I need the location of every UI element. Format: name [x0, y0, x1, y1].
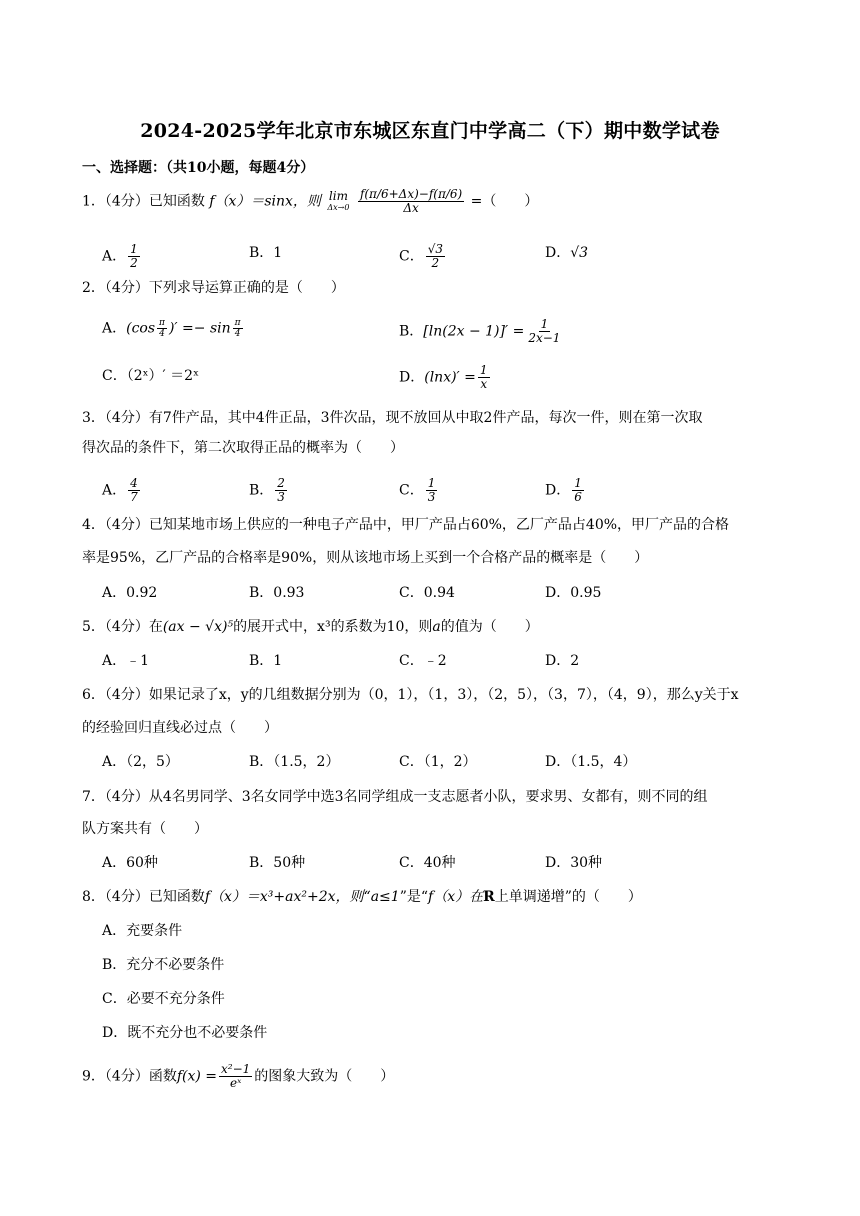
question-6-line-2: 的经验回归直线必过点（ ）: [82, 720, 278, 736]
q8-option-d[interactable]: D．既不充分也不必要条件: [102, 1025, 268, 1041]
q2-option-d[interactable]: D．(lnx)′ = $\frac{1}{x}$: [399, 363, 488, 391]
q3-option-d[interactable]: D． $\frac{1}{6}$: [545, 476, 582, 504]
q5-option-c[interactable]: C．﹣2: [399, 653, 447, 669]
q5-option-d[interactable]: D．2: [545, 653, 580, 669]
q3-option-b[interactable]: B． $\frac{2}{3}$: [249, 476, 285, 504]
q2-option-a[interactable]: A．(cos $\frac{\pi}{4}$ )′ =− sin $\frac{\pi}{4}$: [102, 318, 241, 339]
q8-option-c[interactable]: C．必要不充分条件: [102, 991, 225, 1007]
q3-option-a[interactable]: A． $\frac{4}{7}$: [102, 476, 138, 504]
q4-option-c[interactable]: C．0.94: [399, 585, 455, 601]
q7-option-a[interactable]: A．60种: [102, 855, 158, 871]
q6-option-a[interactable]: A．（2，5）: [102, 754, 179, 770]
q1-option-c[interactable]: C． $\frac{√3}{2}$: [399, 242, 443, 270]
page-title: 2024-2025学年北京市东城区东直门中学高二（下）期中数学试卷: [140, 120, 720, 142]
q4-option-a[interactable]: A．0.92: [102, 585, 158, 601]
question-6-line-1: 6．（4分）如果记录了x，y的几组数据分别为（0，1），（1，3），（2，5），（3，7），（4，9），那么y关于x: [82, 687, 739, 703]
limit-expression: lim Δx→0: [327, 188, 350, 212]
q5-option-a[interactable]: A．﹣1: [102, 653, 150, 669]
question-3-line-1: 3．（4分）有7件产品，其中4件正品，3件次品，现不放回从中取2件产品，每次一件，则在第一次取: [82, 410, 703, 426]
q8-option-a[interactable]: A．充要条件: [102, 923, 183, 939]
question-8: 8．（4分）已知函数f（x）＝x³+ax²+2x，则“a≤1”是“f（x）在R上单调递增”的（ ）: [82, 889, 642, 905]
q4-option-d[interactable]: D．0.95: [545, 585, 602, 601]
question-7-line-2: 队方案共有（ ）: [82, 821, 208, 837]
q6-option-c[interactable]: C．（1，2）: [399, 754, 477, 770]
q8-option-b[interactable]: B．充分不必要条件: [102, 957, 225, 973]
q6-option-d[interactable]: D．（1.5，4）: [545, 754, 637, 770]
question-5: 5．（4分）在(ax − √x)⁵的展开式中，x³的系数为10，则a的值为（ ）: [82, 619, 539, 635]
question-4-line-1: 4．（4分）已知某地市场上供应的一种电子产品中，甲厂产品占60%，乙厂产品占40%，甲厂产品的合格: [82, 517, 730, 533]
q5-option-b[interactable]: B．1: [249, 653, 283, 669]
q1-option-d[interactable]: D．√3: [545, 245, 589, 261]
question-9: 9．（4分）函数f(x) = $\frac{\text{x²−1}}{\text{eˣ}}$ 的图象大致为（ ）: [82, 1062, 395, 1090]
question-4-line-2: 率是95%，乙厂产品的合格率是90%，则从该地市场上买到一个合格产品的概率是（ ）: [82, 550, 649, 566]
question-7-line-1: 7．（4分）从4名男同学、3名女同学中选3名同学组成一支志愿者小队，要求男、女都有，则不同的组: [82, 789, 708, 805]
q3-option-c[interactable]: C． $\frac{1}{3}$: [399, 476, 436, 504]
q1-option-b[interactable]: B．1: [249, 245, 283, 261]
q1-option-a[interactable]: A． $\frac{1}{2}$: [102, 242, 138, 270]
section-heading: 一、选择题：（共10小题，每题4分）: [82, 160, 315, 176]
question-3-line-2: 得次品的条件下，第二次取得正品的概率为（ ）: [82, 440, 404, 456]
question-2: 2．（4分）下列求导运算正确的是（ ）: [82, 280, 345, 296]
q4-option-b[interactable]: B．0.93: [249, 585, 305, 601]
q2-option-b[interactable]: B．[ln(2x − 1)]′ = $\frac{1}{2x-1}$: [399, 317, 561, 345]
difference-quotient: $\frac{f(\pi/6+\Delta x)-f(\pi/6)}{\Delta x}$: [359, 187, 463, 215]
q7-option-b[interactable]: B．50种: [249, 855, 306, 871]
q6-option-b[interactable]: B．（1.5，2）: [249, 754, 340, 770]
q7-option-d[interactable]: D．30种: [545, 855, 603, 871]
q7-option-c[interactable]: C．40种: [399, 855, 456, 871]
question-1: 1．（4分）已知函数 f（x）＝sinx，则 lim Δx→0 $\frac{f(\pi/6+\Delta x)-f(\pi/6)}{\Delta x}$ =（ ）: [82, 187, 539, 215]
q2-option-c[interactable]: C．（2ˣ）′ ＝2ˣ: [102, 368, 200, 384]
